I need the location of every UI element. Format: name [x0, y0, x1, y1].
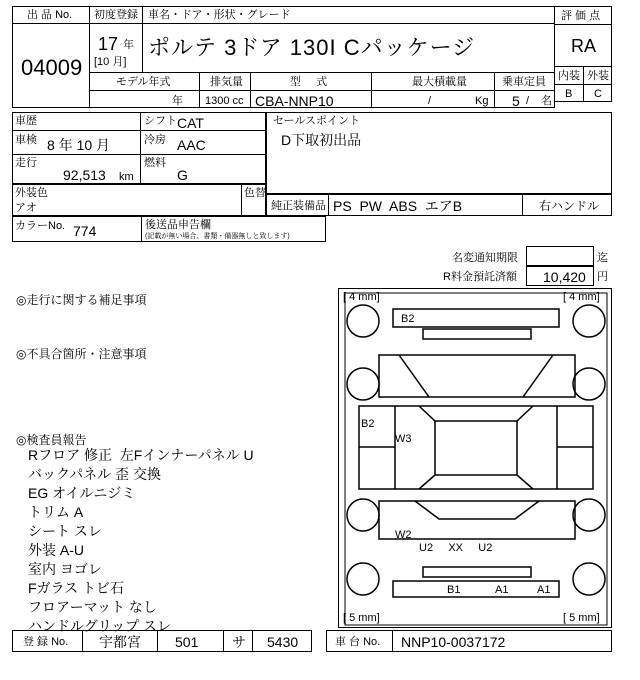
handle-side: 右ハンドル — [539, 199, 600, 213]
report-item: トリム A — [28, 504, 84, 520]
chassis-box — [326, 630, 612, 652]
fuel: G — [177, 167, 188, 183]
recycle-fee: 10,420 — [543, 269, 586, 285]
interior-grade-label: 内装 — [558, 70, 580, 82]
color-number-box — [12, 216, 326, 242]
car-info-box — [89, 6, 555, 108]
fuel-label: 燃料 — [144, 157, 166, 169]
capacity-separator: / — [526, 95, 530, 107]
registration-year-unit: 年 — [123, 39, 134, 51]
registration-class: 501 — [175, 634, 199, 650]
aftermarket-label: 後送品申告欄 — [145, 219, 211, 231]
damage-mark: A1 — [495, 584, 509, 596]
car-outline — [339, 289, 612, 628]
lot-number: 04009 — [21, 55, 83, 80]
recycle-fee-unit: 円 — [597, 271, 608, 283]
grade-label: 評 価 点 — [561, 10, 601, 22]
capacity-unit: 名 — [541, 95, 552, 107]
defects-title: ◎不具合箇所・注意事項 — [16, 347, 147, 361]
registration-label: 登 録 No. — [23, 636, 69, 648]
inspector-report-title: ◎検査員報告 — [16, 433, 87, 447]
chassis-number: NNP10-0037172 — [401, 634, 506, 650]
tire-rear-right: [ 5 mm] — [563, 612, 600, 624]
recycle-fee-box — [526, 266, 594, 286]
sales-point: D下取初出品 — [281, 132, 362, 148]
transfer-deadline-unit: 迄 — [597, 252, 608, 264]
car-name: ポルテ 3ドア 130I Cパッケージ — [148, 35, 476, 60]
report-item: ハンドルグリップ スレ — [28, 618, 172, 634]
transfer-deadline-box — [526, 246, 594, 266]
capacity-label: 乗車定員 — [502, 76, 546, 88]
color: アオ — [15, 202, 37, 214]
tire-front-right: [ 4 mm] — [563, 291, 600, 303]
damage-mark: W2 — [395, 529, 412, 541]
equipment-box — [266, 194, 612, 216]
shift-label: シフト — [144, 115, 177, 127]
color-label: 外装色 — [15, 187, 48, 199]
registration-box — [12, 630, 312, 652]
driving-notes-title: ◎走行に関する補足事項 — [16, 293, 147, 307]
model-year-unit: 年 — [172, 95, 183, 107]
mileage: 92,513 — [63, 167, 106, 183]
interior-grade: B — [565, 88, 573, 100]
damage-mark: U2 XX U2 — [419, 542, 493, 554]
ac-label: 冷房 — [144, 134, 166, 146]
mileage-label: 走行 — [15, 157, 37, 169]
damage-mark: B2 — [401, 313, 415, 325]
model-code: CBA-NNP10 — [255, 93, 334, 109]
mileage-unit: km — [119, 171, 134, 183]
first-registration-label: 初度登録 — [94, 9, 138, 21]
max-load-unit: Kg — [475, 95, 489, 107]
tire-front-left: [ 4 mm] — [343, 291, 380, 303]
sales-point-label: セールスポイント — [273, 115, 361, 127]
exterior-grade: C — [594, 88, 602, 100]
report-item: EG オイルニジミ — [28, 485, 136, 501]
grade-box — [554, 6, 612, 102]
damage-mark: B2 — [361, 418, 375, 430]
recolor-label: 色替 — [244, 187, 266, 199]
registration-region: 宇都宮 — [99, 634, 141, 650]
displacement: 1300 cc — [205, 95, 244, 107]
inspection-label: 車検 — [15, 134, 37, 146]
car-diagram — [338, 288, 612, 628]
report-item: シート スレ — [28, 523, 102, 539]
tire-rear-left: [ 5 mm] — [343, 612, 380, 624]
color-number: 774 — [73, 223, 97, 239]
recycle-fee-label: R料金預託済額 — [443, 271, 517, 283]
registration-month: [10 月] — [94, 56, 127, 68]
color-box — [12, 184, 266, 216]
color-number-label: カラーNo. — [15, 220, 66, 232]
car-name-label: 車名・ドア・形状・グレード — [148, 9, 291, 21]
lot-number-box — [12, 6, 90, 108]
aftermarket-note: (記載が無い場合、書類・備器無しと致します) — [145, 233, 290, 240]
overall-grade: RA — [571, 36, 597, 56]
equipment: PS PW ABS エアB — [333, 198, 463, 214]
displacement-label: 排気量 — [210, 76, 243, 88]
shift: CAT — [177, 115, 204, 131]
model-year-label: モデル年式 — [116, 76, 171, 88]
report-item: 室内 ヨゴレ — [28, 561, 102, 577]
report-item: バックパネル 歪 交換 — [28, 466, 161, 482]
model-type-label: 型 式 — [290, 76, 328, 88]
report-item: フロアーマット なし — [28, 599, 157, 615]
damage-mark: A1 — [537, 584, 551, 596]
history-label: 車歴 — [15, 115, 37, 127]
registration-kana: サ — [232, 634, 246, 650]
lot-number-label: 出 品 No. — [27, 9, 73, 21]
report-item: 外装 A-U — [28, 542, 84, 558]
exterior-grade-label: 外装 — [587, 70, 609, 82]
max-load-label: 最大積載量 — [412, 76, 467, 88]
registration-number: 5430 — [267, 634, 299, 650]
chassis-label: 車 台 No. — [335, 636, 381, 648]
ac: AAC — [177, 137, 206, 153]
report-item: Rフロア 修正 左Fインナーパネル U — [28, 447, 254, 463]
report-item: Fガラス トビ石 — [28, 580, 125, 596]
damage-mark: B1 — [447, 584, 461, 596]
sales-point-box — [266, 112, 612, 194]
specs-box — [12, 112, 266, 184]
damage-mark: W3 — [395, 433, 412, 445]
max-load-separator: / — [428, 95, 432, 107]
inspection-date: 8 年 10 月 — [47, 137, 111, 153]
transfer-deadline-label: 名変通知期限 — [452, 252, 518, 264]
registration-year: 17 — [98, 34, 119, 54]
capacity: 5 — [512, 93, 520, 109]
equipment-label: 純正装備品 — [271, 200, 326, 212]
